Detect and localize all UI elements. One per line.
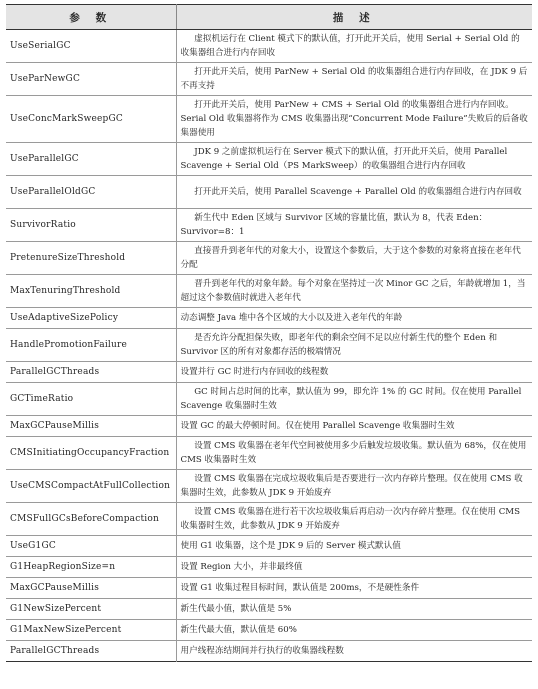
table-row xyxy=(6,503,532,536)
parameter-description: GC 时间占总时间的比率，默认值为 99，即允许 1% 的 GC 时间。仅在使用 Parallel Scavenge 收集器时生效 xyxy=(176,383,532,416)
table-row xyxy=(6,308,532,329)
parameter-description: 打开此开关后，使用 ParNew + Serial Old 的收集器组合进行内存回收，在 JDK 9 后不再支持 xyxy=(176,63,532,96)
table-row xyxy=(6,176,532,209)
parameter-description: 使用 G1 收集器，这个是 JDK 9 后的 Server 模式默认值 xyxy=(176,536,532,557)
table-row xyxy=(6,620,532,641)
parameter-name: HandlePromotionFailure xyxy=(6,329,176,362)
parameter-name: CMSInitiatingOccupancyFraction xyxy=(6,437,176,470)
column-header-parameter: 参 数 xyxy=(6,5,176,30)
table-row xyxy=(6,30,532,63)
parameter-description: 打开此开关后，使用 Parallel Scavenge + Parallel Old 的收集器组合进行内存回收 xyxy=(176,176,532,209)
parameter-description: 设置 G1 收集过程目标时间，默认值是 200ms，不是硬性条件 xyxy=(176,578,532,599)
parameter-description: JDK 9 之前虚拟机运行在 Server 模式下的默认值，打开此开关后，使用 Parallel Scavenge + Serial Old（PS MarkSweep）的收集器组合进行内存回收 xyxy=(176,143,532,176)
parameter-description: 新生代最大值，默认值是 60% xyxy=(176,620,532,641)
parameter-name: MaxTenuringThreshold xyxy=(6,275,176,308)
table-row xyxy=(6,209,532,242)
parameter-description: 设置 CMS 收集器在进行若干次垃圾收集后再启动一次内存碎片整理。仅在使用 CMS 收集器时生效，此参数从 JDK 9 开始废弃 xyxy=(176,503,532,536)
parameter-name: CMSFullGCsBeforeCompaction xyxy=(6,503,176,536)
parameter-name: GCTimeRatio xyxy=(6,383,176,416)
parameter-name: G1MaxNewSizePercent xyxy=(6,620,176,641)
parameter-name: UseG1GC xyxy=(6,536,176,557)
parameter-name: UseParNewGC xyxy=(6,63,176,96)
parameter-description: 虚拟机运行在 Client 模式下的默认值，打开此开关后，使用 Serial + Serial Old 的收集器组合进行内存回收 xyxy=(176,30,532,63)
parameter-name: PretenureSizeThreshold xyxy=(6,242,176,275)
parameter-description: 动态调整 Java 堆中各个区域的大小以及进入老年代的年龄 xyxy=(176,308,532,329)
parameter-name: UseSerialGC xyxy=(6,30,176,63)
parameter-description: 新生代最小值，默认值是 5% xyxy=(176,599,532,620)
parameter-name: ParallelGCThreads xyxy=(6,641,176,662)
table-row xyxy=(6,641,532,662)
parameter-name: UseAdaptiveSizePolicy xyxy=(6,308,176,329)
parameter-name: G1NewSizePercent xyxy=(6,599,176,620)
parameter-description: 设置 GC 的最大停顿时间。仅在使用 Parallel Scavenge 收集器时生效 xyxy=(176,416,532,437)
parameter-name: UseParallelOldGC xyxy=(6,176,176,209)
parameter-description: 设置 CMS 收集器在老年代空间被使用多少后触发垃圾收集。默认值为 68%，仅在使用 CMS 收集器时生效 xyxy=(176,437,532,470)
parameter-name: ParallelGCThreads xyxy=(6,362,176,383)
header-row xyxy=(6,5,532,30)
table-row xyxy=(6,242,532,275)
table-row xyxy=(6,63,532,96)
parameter-description: 设置并行 GC 时进行内存回收的线程数 xyxy=(176,362,532,383)
parameter-name: UseParallelGC xyxy=(6,143,176,176)
parameter-description: 设置 Region 大小，并非最终值 xyxy=(176,557,532,578)
parameter-description: 设置 CMS 收集器在完成垃圾收集后是否要进行一次内存碎片整理。仅在使用 CMS 收集器时生效，此参数从 JDK 9 开始废弃 xyxy=(176,470,532,503)
table-row xyxy=(6,329,532,362)
parameter-description: 是否允许分配担保失败，即老年代的剩余空间不足以应付新生代的整个 Eden 和 Survivor 区的所有对象都存活的极端情况 xyxy=(176,329,532,362)
parameter-name: UseCMSCompactAtFullCollection xyxy=(6,470,176,503)
parameter-name: G1HeapRegionSize=n xyxy=(6,557,176,578)
parameter-description: 直接晋升到老年代的对象大小，设置这个参数后，大于这个参数的对象将直接在老年代分配 xyxy=(176,242,532,275)
table-row xyxy=(6,383,532,416)
table-row xyxy=(6,599,532,620)
gc-parameters-table xyxy=(6,4,532,662)
table-body xyxy=(6,30,532,662)
parameter-description: 新生代中 Eden 区域与 Survivor 区域的容量比值，默认为 8，代表 Eden：Survivor=8：1 xyxy=(176,209,532,242)
table-row xyxy=(6,437,532,470)
parameter-name: UseConcMarkSweepGC xyxy=(6,96,176,143)
parameter-description: 用户线程冻结期间并行执行的收集器线程数 xyxy=(180,646,344,656)
table-row xyxy=(6,362,532,383)
parameter-name: SurvivorRatio xyxy=(6,209,176,242)
table-header xyxy=(6,5,532,30)
column-header-description: 描 述 xyxy=(176,5,532,30)
table-row xyxy=(6,143,532,176)
parameter-name: MaxGCPauseMillis xyxy=(6,578,176,599)
table-row xyxy=(6,470,532,503)
parameter-description: 晋升到老年代的对象年龄。每个对象在坚持过一次 Minor GC 之后，年龄就增加 1，当超过这个参数值时就进入老年代 xyxy=(176,275,532,308)
table-row xyxy=(6,536,532,557)
parameter-name: MaxGCPauseMillis xyxy=(6,416,176,437)
table-row xyxy=(6,96,532,143)
table-row xyxy=(6,275,532,308)
table-row xyxy=(6,578,532,599)
table-row xyxy=(6,416,532,437)
parameter-description: 打开此开关后，使用 ParNew + CMS + Serial Old 的收集器组合进行内存回收。Serial Old 收集器将作为 CMS 收集器出现“Concurrent Mode Failure”失败后的后备收集器使用 xyxy=(176,96,532,143)
table-row xyxy=(6,557,532,578)
